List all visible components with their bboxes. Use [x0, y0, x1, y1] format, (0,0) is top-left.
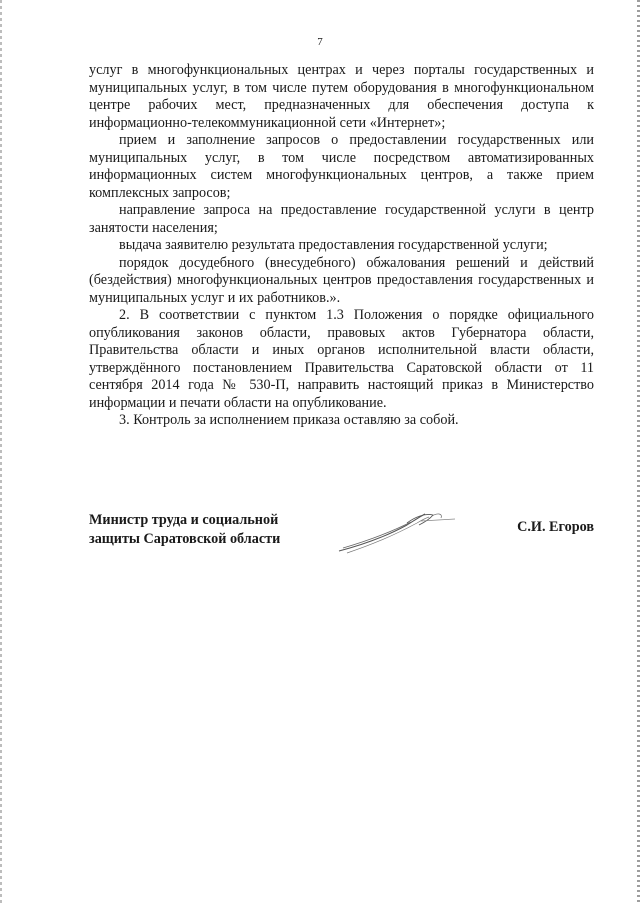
signature-block [89, 511, 594, 571]
signer-title-line-1: Министр труда и социальной [89, 512, 279, 528]
document-body [89, 62, 594, 430]
paragraph-publication: 2. В соответствии с пунктом 1.3 Положения о порядке официального опубликования законов области, правовых актов Губернатора области, Правительства области и иных органов исполнительной власти области, утверждённого постановлением Правительства Саратовской области от 11 сентября 2014 года № 530-П, направить настоящий приказ в Министерство информации и печати области на опубликование. [89, 307, 594, 411]
paragraph-appeal-procedure: порядок досудебного (внесудебного) обжалования решений и действий (бездействия) многофункциональных центров предоставления государственных и муниципальных услуг и их работников.». [89, 254, 594, 306]
paragraph-requests: прием и заполнение запросов о предоставлении государственных или муниципальных услуг, в том числе посредством автоматизированных информационных систем многофункциональных центров, а также прием комплексных запросов; [89, 132, 594, 201]
signer-title-line-2: защиты Саратовской области [89, 531, 281, 547]
signer-name: С.И. Егоров [517, 519, 594, 535]
handwritten-signature [337, 507, 457, 557]
signer-title [89, 511, 280, 549]
paragraph-services-continued: услуг в многофункциональных центрах и через порталы государственных и муниципальных услуг, в том числе путем оборудования в многофункциональном центре рабочих мест, предназначенных для обеспечения доступа к информационно-телекоммуникационной сети «Интернет»; [89, 62, 594, 131]
paragraph-control: 3. Контроль за исполнением приказа оставляю за собой. [119, 412, 459, 428]
paragraph-result-delivery: выдача заявителю результата предоставления государственной услуги; [119, 237, 548, 253]
scan-edge-left [0, 0, 2, 905]
page-number: 7 [317, 36, 323, 48]
paragraph-employment-center: направление запроса на предоставление государственной услуги в центр занятости населения; [89, 202, 594, 236]
